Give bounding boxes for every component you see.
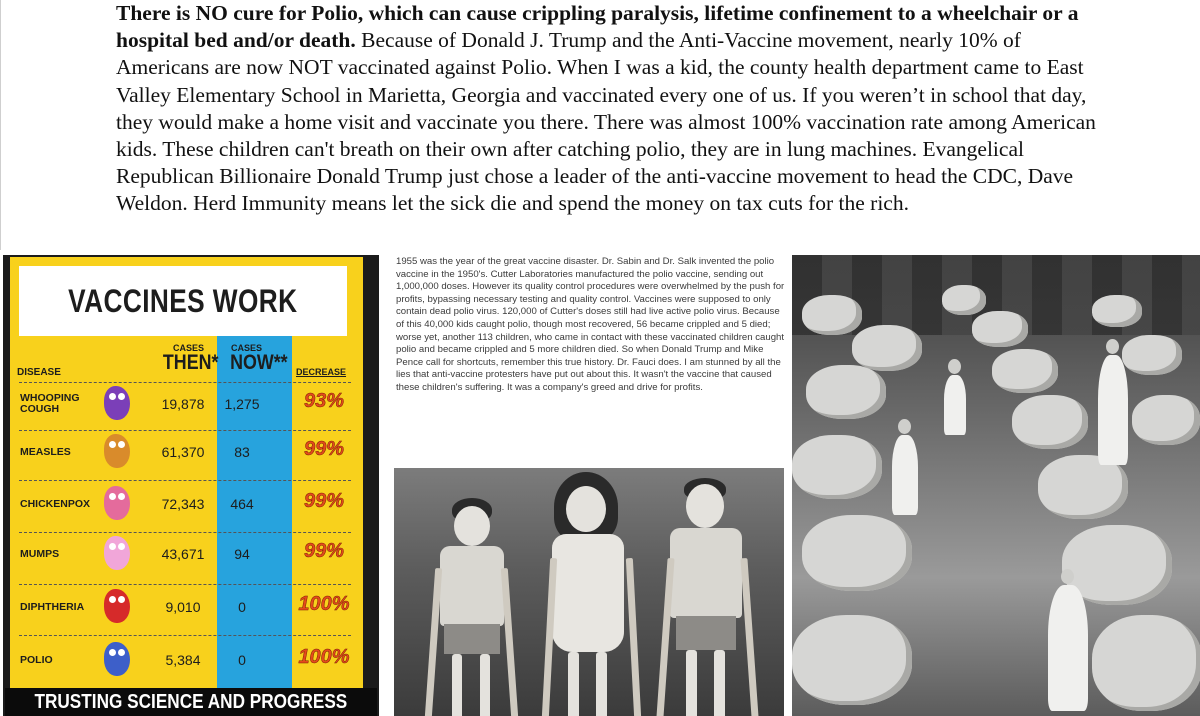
cases-now-value: 464 [230,496,254,512]
table-row [10,484,363,524]
cases-now-header: NOW** [230,351,288,374]
decrease-value: 93% [303,390,345,412]
cases-then-value: 72,343 [161,496,205,512]
table-row [10,384,363,424]
row-divider [19,584,351,585]
intro-paragraph [116,0,1116,218]
cases-then-value: 5,384 [165,652,201,668]
decrease-value: 100% [298,593,350,615]
cases-then-small-label: CASES [173,343,205,353]
disease-column-header: DISEASE [17,367,61,378]
infographic-title: VACCINES WORK [68,282,298,319]
whooping-cough-germ-icon [104,386,130,420]
row-divider [19,635,351,636]
intro-body-text: Because of Donald J. Trump and the Anti-Vaccine movement, nearly 10% of Americans are now NOT vaccinated against Polio. When I was a kid, the county health department came to East Valley Elementary School in Marietta, Georgia and vaccinated every one of us. If you weren’t in school that day, they would make a home visit and vaccinate you there. There was almost 100% vaccination rate among American kids. These children can't breath on their own after catching polio, they are in lung machines. Evangelical Republican Billionaire Donald Trump just chose a leader of the anti-vaccine movement to head the CDC, Dave Weldon. Herd Immunity means let the sick die and spend the money on tax cuts for the rich. [116,28,1096,216]
cases-now-value: 1,275 [224,396,260,412]
disease-name: WHOOPING COUGH [20,392,80,415]
infographic-footer-text: TRUSTING SCIENCE AND PROGRESS [34,690,348,713]
cases-then-value: 61,370 [161,444,205,460]
disease-name: MUMPS [20,547,60,560]
vaccines-work-infographic [3,255,379,716]
polio-germ-icon [104,642,130,676]
cases-then-value: 19,878 [161,396,205,412]
cases-now-value: 94 [234,546,250,562]
cases-then-value: 43,671 [161,546,205,562]
row-divider [19,532,351,533]
intro-bold-text: There is NO cure for Polio, which can cause crippling paralysis, lifetime confinement to a wheelchair or a hospital bed and/or death. [116,1,1079,53]
table-row [10,534,363,574]
decrease-value: 100% [298,646,350,668]
cases-then-header: THEN* [162,351,219,374]
decrease-value: 99% [303,540,345,562]
decrease-value: 99% [303,490,345,512]
cases-now-small-label: CASES [231,343,263,353]
measles-germ-icon [104,434,130,468]
row-divider [19,430,351,431]
table-row [10,432,363,472]
cases-now-value: 83 [234,444,250,460]
cutter-incident-article: 1955 was the year of the great vaccine disaster. Dr. Sabin and Dr. Salk invented the polio vaccine in the 1950's. Cutter Laboratories manufactured the polio vaccine, sending out 1,000,000 doses. However its quality control procedures were overwhelmed by the push for profits, bypassing necessary testing and quality control. Vaccines were supposed to only contain dead polio virus. 120,000 of Cutter's doses still had live active polio virus. Because of this 40,000 kids caught polio, though most recovered, 56 became crippled and 5 died; worse yet, another 113 children, who came in contact with these vaccinated children caught polio and became crippled and 5 more children died. So when Donald Trump and Mike Pence call for shortcuts, remember this true history. Dr. Fauci does. I am stunned by all the lies that anti-vaccine protesters have put out about this. It wasn't the vaccine that caused these children's suffering. It was a company's greed and drive for profits. [396,256,785,393]
iron-lung-ward-photo [792,255,1200,716]
disease-name: POLIO [20,653,53,666]
chickenpox-germ-icon [104,486,130,520]
left-edge-line [0,0,1,250]
cases-then-value: 9,010 [165,599,201,615]
cases-now-value: 0 [238,652,246,668]
children-on-crutches-photo [394,468,784,716]
cases-now-value: 0 [238,599,246,615]
disease-name: DIPHTHERIA [20,600,85,613]
decrease-value: 99% [303,438,345,460]
row-divider [19,480,351,481]
infographic-footer-banner [5,688,377,716]
decrease-column-header: DECREASE [296,367,347,377]
row-divider [19,382,351,383]
infographic-title-box [19,266,347,336]
diphtheria-germ-icon [104,589,130,623]
table-row [10,640,363,680]
disease-name: MEASLES [20,445,71,458]
disease-name: CHICKENPOX [20,497,91,510]
mumps-germ-icon [104,536,130,570]
table-row [10,587,363,627]
